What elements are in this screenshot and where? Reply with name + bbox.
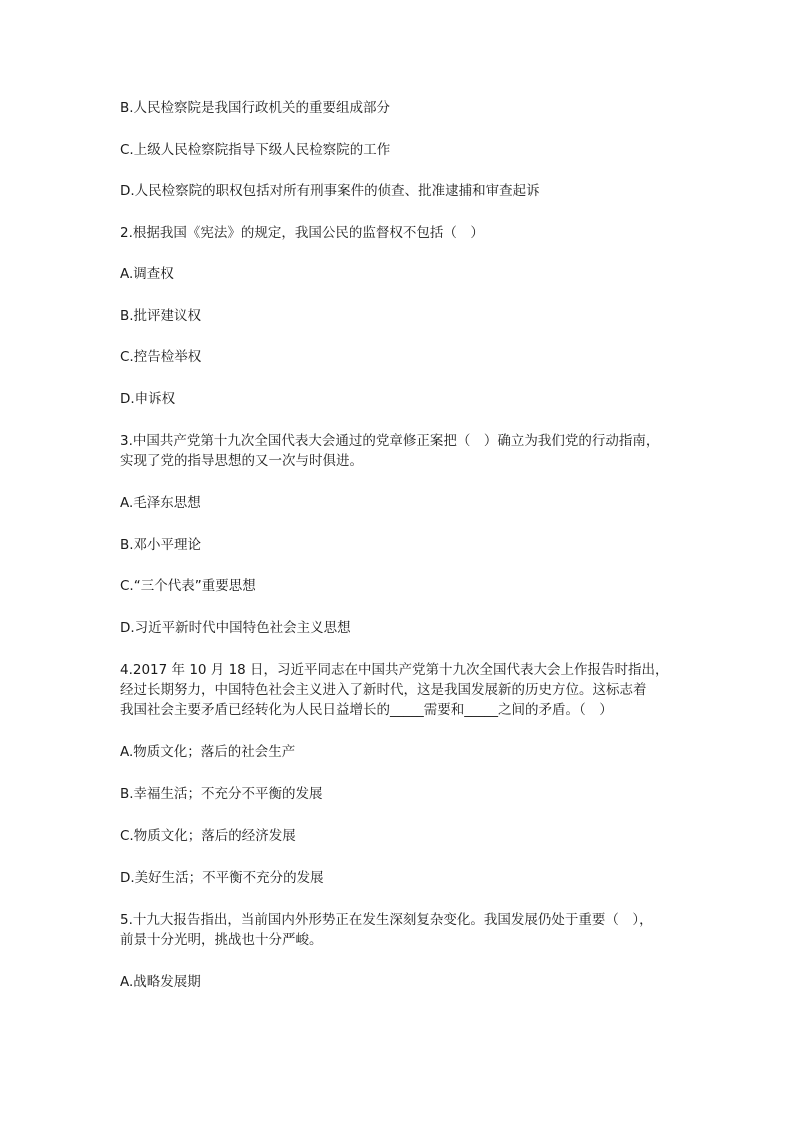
q3-option-d: D.习近平新时代中国特色社会主义思想 [120,620,351,636]
q3-option-a: A.毛泽东思想 [120,495,201,511]
q3-stem-line-1: 3.中国共产党第十九次全国代表大会通过的党章修正案把（ ）确立为我们党的行动指南， [120,433,660,449]
q4-option-a: A.物质文化；落后的社会生产 [120,744,296,760]
q4-option-c: C.物质文化；落后的经济发展 [120,828,296,844]
q4-stem-line-3: 我国社会主要矛盾已经转化为人民日益增长的_____需要和_____之间的矛盾。（ ） [120,702,613,718]
q1-option-d: D.人民检察院的职权包括对所有刑事案件的侦查、批准逮捕和审查起诉 [120,183,540,199]
q2-stem: 2.根据我国《宪法》的规定，我国公民的监督权不包括（ ） [120,225,484,241]
q2-option-d: D.申诉权 [120,391,176,407]
q4-stem-line-2: 经过长期努力，中国特色社会主义进入了新时代，这是我国发展新的历史方位。这标志着 [120,682,647,698]
q4-option-d: D.美好生活；不平衡不充分的发展 [120,870,324,886]
q5-option-a: A.战略发展期 [120,974,201,990]
q4-option-b: B.幸福生活；不充分不平衡的发展 [120,786,323,802]
q2-option-b: B.批评建议权 [120,308,202,324]
q3-option-c: C.“三个代表”重要思想 [120,578,256,594]
q3-stem-line-2: 实现了党的指导思想的又一次与时俱进。 [120,453,363,469]
q3-option-b: B.邓小平理论 [120,537,202,553]
q1-option-c: C.上级人民检察院指导下级人民检察院的工作 [120,142,391,158]
q4-stem-line-1: 4.2017 年 10 月 18 日，习近平同志在中国共产党第十九次全国代表大会上作报告时指出， [120,662,669,678]
q2-option-c: C.控告检举权 [120,349,202,365]
q5-stem-line-2: 前景十分光明，挑战也十分严峻。 [120,932,323,948]
q5-stem-line-1: 5.十九大报告指出，当前国内外形势正在发生深刻复杂变化。我国发展仍处于重要（ ）， [120,912,653,928]
q2-option-a: A.调查权 [120,266,174,282]
q1-option-b: B.人民检察院是我国行政机关的重要组成部分 [120,100,391,116]
